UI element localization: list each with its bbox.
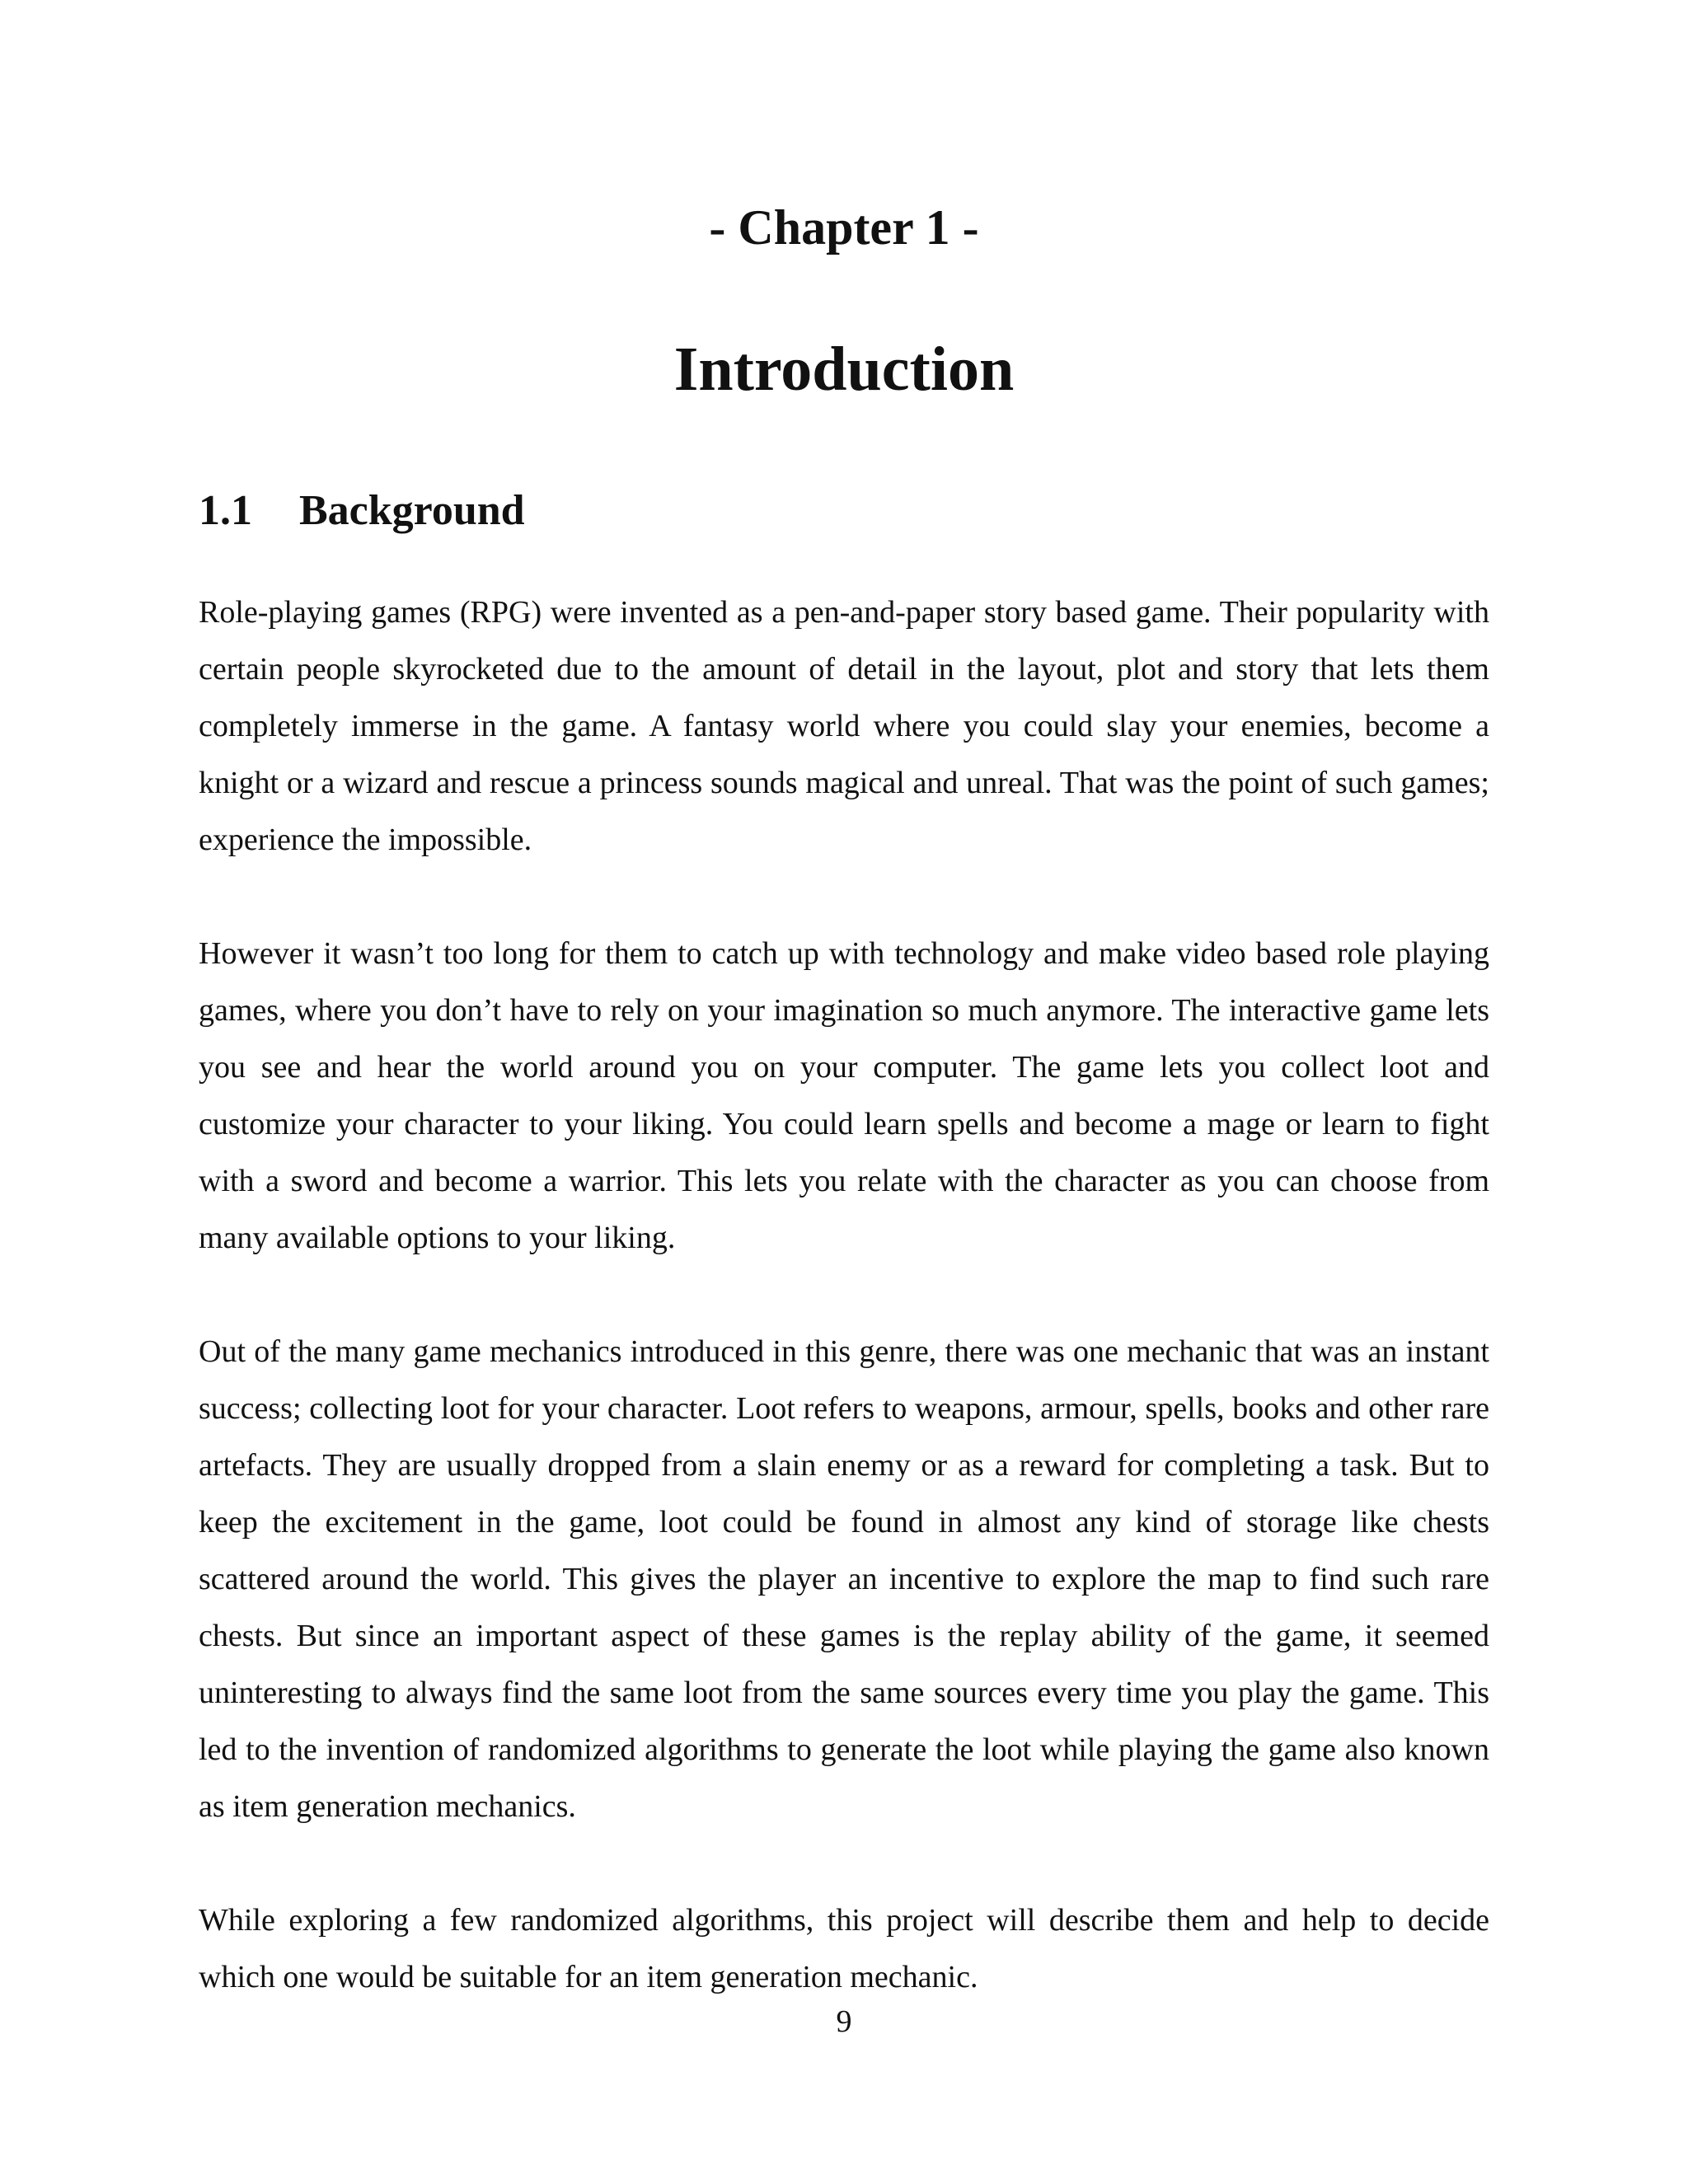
chapter-title: Introduction: [673, 335, 1015, 404]
chapter-label: - Chapter 1 -: [709, 200, 979, 255]
page-number: 9: [836, 2004, 852, 2039]
body-text: [199, 584, 1489, 2006]
paragraph-3: Out of the many game mechanics introduced in this genre, there was one mechanic that was an instant success; collecting loot for your character. Loot refers to weapons, armour, spells, books and other rare artefacts. They are usually dropped from a slain enemy or as a reward for completing a task. But to keep the excitement in the game, loot could be found in almost any kind of storage like chests scattered around the world. This gives the player an incentive to explore the map to find such rare chests. But since an important aspect of these games is the replay ability of the game, it seemed uninteresting to always find the same loot from the same sources every time you play the game. This led to the invention of randomized algorithms to generate the loot while playing the game also known as item generation mechanics.: [199, 1334, 1489, 1824]
paragraph-2: However it wasn’t too long for them to catch up with technology and make video based role playing games, where you don’t have to rely on your imagination so much anymore. The interactive game lets you see and hear the world around you on your computer. The game lets you collect loot and customize your character to your liking. You could learn spells and become a mage or learn to fight with a sword and become a warrior. This lets you relate with the character as you can choose from many available options to your liking.: [199, 936, 1489, 1255]
section-heading: [199, 482, 525, 540]
section-title: Background: [299, 487, 525, 534]
paragraph-1: Role-playing games (RPG) were invented as a pen-and-paper story based game. Their popularity with certain people skyrocketed due to the amount of detail in the layout, plot and story that lets them completely immerse in the game. A fantasy world where you could slay your enemies, become a knight or a wizard and rescue a princess sounds magical and unreal. That was the point of such games; experience the impossible.: [199, 595, 1489, 857]
paragraph-4: While exploring a few randomized algorithms, this project will describe them and help to decide which one would be suitable for an item generation mechanic.: [199, 1903, 1489, 1994]
section-number: 1.1: [199, 487, 252, 534]
